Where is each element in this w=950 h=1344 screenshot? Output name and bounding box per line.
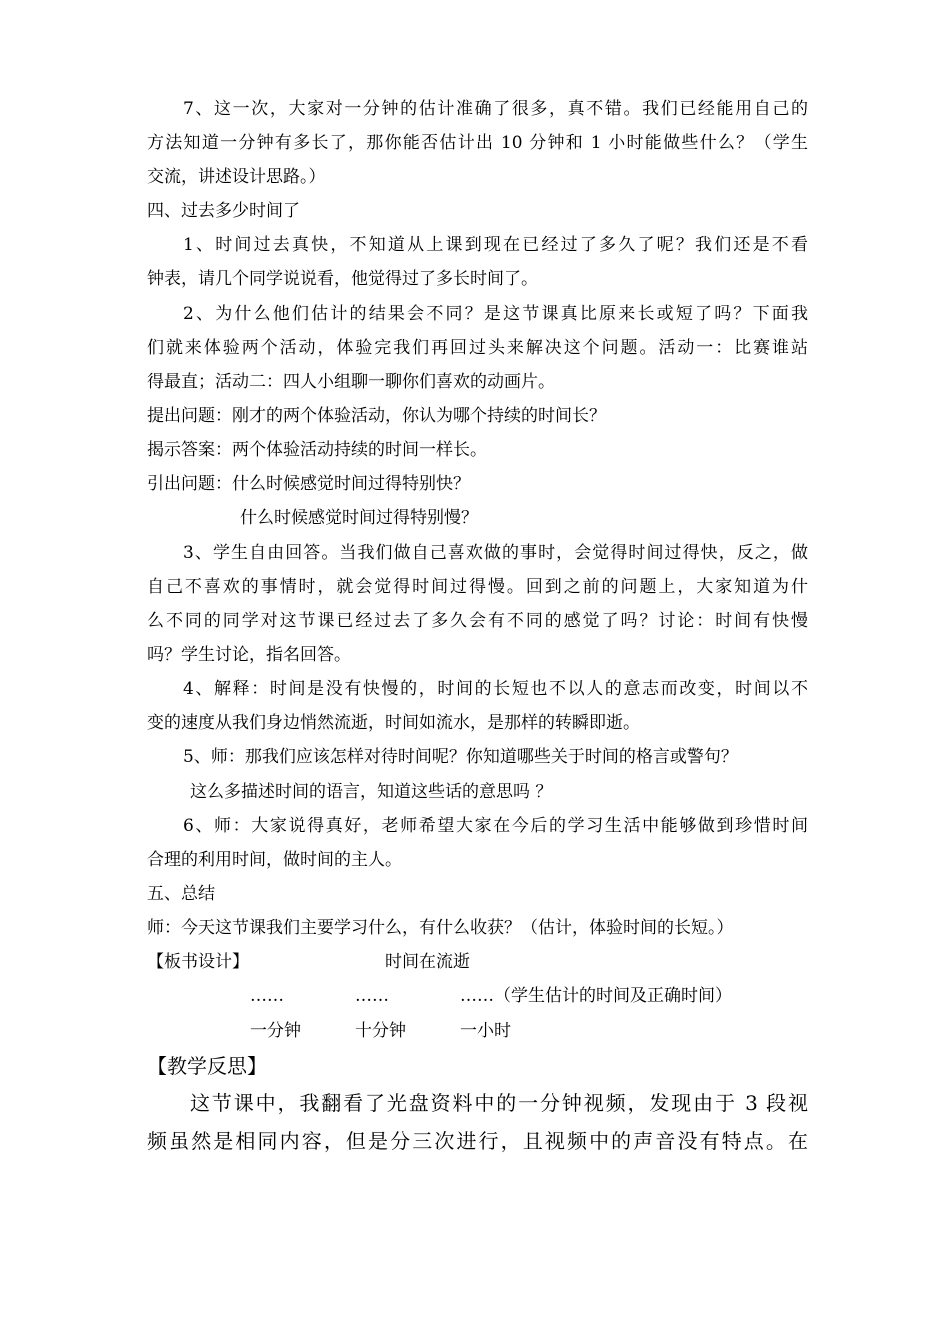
paragraph-line: 么不同的同学对这节课已经过去了多久会有不同的感觉了吗？讨论：时间有快慢 bbox=[147, 611, 808, 631]
paragraph-line: 方法知道一分钟有多长了，那你能否估计出 10 分钟和 1 小时能做些什么？（学生 bbox=[147, 133, 808, 153]
board-dots: ……（学生估计的时间及正确时间） bbox=[460, 986, 732, 1006]
paragraph-line: 自己不喜欢的事情时，就会觉得时间过得慢。回到之前的问题上，大家知道为什 bbox=[147, 577, 808, 597]
paragraph-line: 1、时间过去真快，不知道从上课到现在已经过了多久了呢？我们还是不看 bbox=[183, 235, 808, 255]
paragraph-line: 吗？学生讨论，指名回答。 bbox=[147, 645, 351, 665]
paragraph-line: 6、师：大家说得真好，老师希望大家在今后的学习生活中能够做到珍惜时间 bbox=[183, 816, 808, 836]
reflection-line: 频虽然是相同内容，但是分三次进行，且视频中的声音没有特点。在 bbox=[147, 1129, 808, 1153]
paragraph-line: 2、为什么他们估计的结果会不同？是这节课真比原来长或短了吗？下面我 bbox=[183, 304, 808, 324]
answer-line: 揭示答案：两个体验活动持续的时间一样长。 bbox=[147, 440, 487, 460]
board-item: 一小时 bbox=[460, 1021, 511, 1041]
board-label: 【板书设计】 bbox=[147, 952, 249, 972]
paragraph-line: 7、这一次，大家对一分钟的估计准确了很多，真不错。我们已经能用自己的 bbox=[183, 99, 808, 119]
paragraph-line: 交流，讲述设计思路。） bbox=[147, 167, 326, 187]
board-dots: …… bbox=[250, 986, 284, 1006]
board-dots-row bbox=[147, 984, 808, 1008]
board-dots: …… bbox=[355, 986, 389, 1006]
paragraph-line: 得最直；活动二：四人小组聊一聊你们喜欢的动画片。 bbox=[147, 372, 555, 392]
paragraph-line: 3、学生自由回答。当我们做自己喜欢做的事时，会觉得时间过得快，反之，做 bbox=[183, 543, 808, 563]
lead-question-line: 引出问题：什么时候感觉时间过得特别快？ bbox=[147, 474, 470, 494]
board-title-row bbox=[147, 950, 808, 974]
board-items-row bbox=[147, 1019, 808, 1043]
section-heading: 四、过去多少时间了 bbox=[147, 201, 300, 221]
paragraph-line: 4、解释：时间是没有快慢的，时间的长短也不以人的意志而改变，时间以不 bbox=[183, 679, 808, 699]
paragraph-line: 5、师：那我们应该怎样对待时间呢？你知道哪些关于时间的格言或警句？ bbox=[183, 747, 738, 767]
reflection-line: 这节课中，我翻看了光盘资料中的一分钟视频，发现由于 3 段视 bbox=[190, 1091, 808, 1115]
question-line: 提出问题：刚才的两个体验活动，你认为哪个持续的时间长？ bbox=[147, 406, 606, 426]
paragraph-line: 变的速度从我们身边悄然流逝，时间如流水，是那样的转瞬即逝。 bbox=[147, 713, 640, 733]
board-item: 十分钟 bbox=[355, 1021, 406, 1041]
paragraph-line: 们就来体验两个活动，体验完我们再回过头来解决这个问题。活动一：比赛谁站 bbox=[147, 338, 808, 358]
summary-line: 师：今天这节课我们主要学习什么，有什么收获？（估计，体验时间的长短。） bbox=[147, 918, 734, 938]
lead-question-line: 什么时候感觉时间过得特别慢？ bbox=[240, 508, 478, 528]
paragraph-line: 这么多描述时间的语言，知道这些话的意思吗 ？ bbox=[190, 782, 553, 802]
reflection-heading: 【教学反思】 bbox=[147, 1054, 267, 1078]
paragraph-line: 合理的利用时间，做时间的主人。 bbox=[147, 850, 402, 870]
board-title: 时间在流逝 bbox=[385, 952, 470, 972]
section-heading: 五、总结 bbox=[147, 884, 215, 904]
board-item: 一分钟 bbox=[250, 1021, 301, 1041]
paragraph-line: 钟表，请几个同学说说看，他觉得过了多长时间了。 bbox=[147, 269, 538, 289]
